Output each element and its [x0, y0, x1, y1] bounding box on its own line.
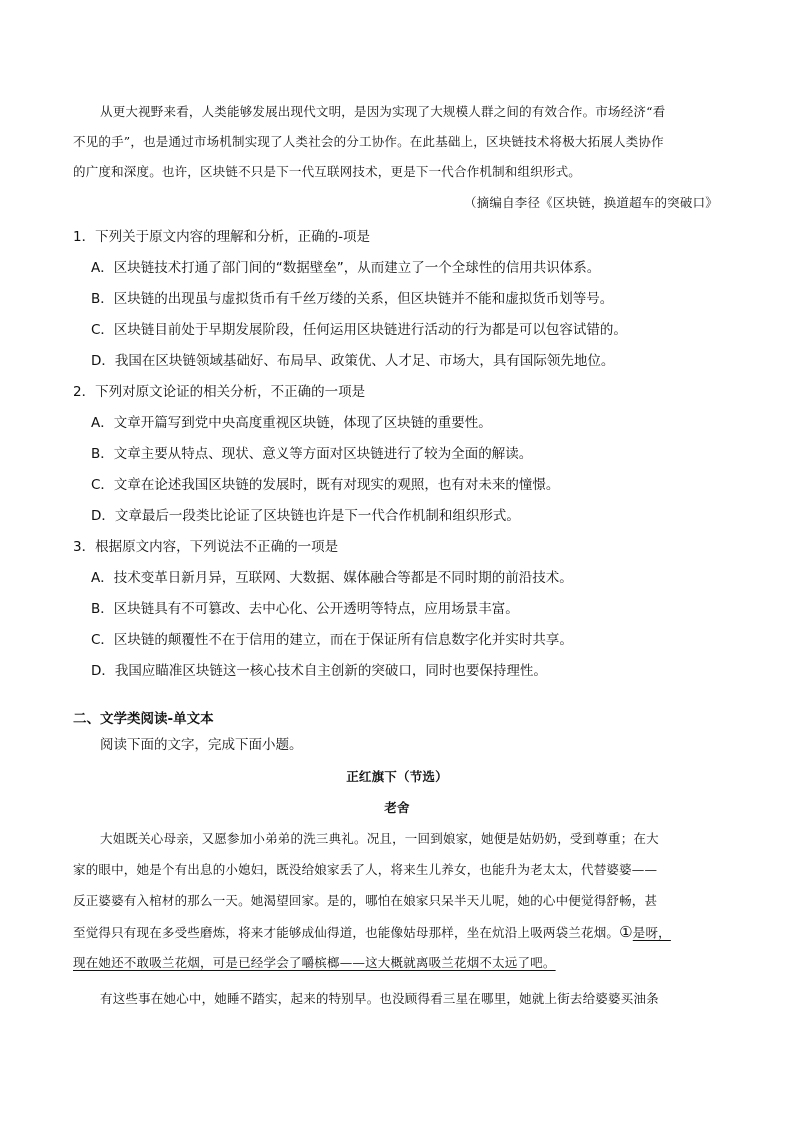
question-2-option-b: B．文章主要从特点、现状、意义等方面对区块链进行了较为全面的解读。 [91, 446, 533, 462]
question-3-option-b: B．区块链具有不可篡改、去中心化、公开透明等特点，应用场景丰富。 [91, 601, 519, 617]
question-1-option-b: B．区块链的出现虽与虚拟货币有千丝万缕的关系，但区块链并不能和虚拟货币划等号。 [91, 291, 614, 307]
story-line-2: 家的眼中，她是个有出息的小媳妇，既没给娘家丢了人，将来生儿养女，也能升为老太太，代替婆婆—— [73, 862, 658, 877]
question-1-option-c: C．区块链目前处于早期发展阶段，任何运用区块链进行活动的行为都是可以包容试错的。 [91, 322, 627, 338]
question-3-option-d: D．我国应瞄准区块链这一核心技术自主创新的突破口，同时也要保持理性。 [91, 663, 547, 679]
question-3-option-c: C．区块链的颠覆性不在于信用的建立，而在于保证所有信息数字化并实时共享。 [91, 632, 573, 648]
story-line-1: 大姐既关心母亲，又愿参加小弟弟的洗三典礼。况且，一回到娘家，她便是姑奶奶，受到尊重；在大 [100, 831, 659, 846]
underlined-sentence-end: 现在她还不敢吸兰花烟，可是已经学会了嚼槟榔——这大概就离吸兰花烟不太远了吧。 [73, 955, 556, 970]
question-2-option-a: A．文章开篇写到党中央高度重视区块链，体现了区块链的重要性。 [91, 415, 492, 431]
passage-line-1: 从更大视野来看，人类能够发展出现代文明，是因为实现了大规模人群之间的有效合作。市场经济“看 [100, 104, 666, 119]
passage-source: （摘编自李径《区块链，换道超车的突破口》 [463, 195, 718, 210]
story-line-4-text: 至觉得只有现在多受些磨炼，将来才能够成仙得道，也能像姑母那样，坐在炕沿上吸两袋兰花烟。 [73, 925, 620, 940]
story-line-4 [73, 923, 671, 942]
passage-line-3: 的广度和深度。也许，区块链不只是下一代互联网技术，更是下一代合作机制和组织形式。 [73, 164, 582, 179]
passage-line-2: 不见的手”，也是通过市场机制实现了人类社会的分工协作。在此基础上，区块链技术将极大拓展人类协作 [73, 134, 664, 149]
story-title: 正红旗下（节选） [346, 769, 448, 784]
question-1-option-a: A．区块链技术打通了部门间的“数据壁垒”，从而建立了一个全球性的信用共识体系。 [91, 260, 601, 276]
section-2-heading: 二、文学类阅读-单文本 [73, 711, 214, 727]
underlined-sentence-start: 是呀， [632, 925, 671, 940]
question-3-option-a: A．技术变革日新月异，互联网、大数据、媒体融合等都是不同时期的前沿技术。 [91, 570, 573, 586]
story-line-6: 有这些事在她心中，她睡不踏实，起来的特别早。也没顾得看三星在哪里，她就上街去给婆婆买油条 [100, 991, 659, 1006]
question-1-option-d: D．我国在区块链领域基础好、布局早、政策优、人才足、市场大，具有国际领先地位。 [91, 353, 615, 369]
question-2-option-c: C．文章在论述我国区块链的发展时，既有对现实的观照，也有对未来的憧憬。 [91, 477, 560, 493]
question-1-stem: 1．下列关于原文内容的理解和分析，正确的-项是 [73, 229, 370, 245]
question-2-stem: 2．下列对原文论证的相关分析，不正确的一项是 [73, 384, 366, 400]
annotation-marker: ① [619, 923, 633, 941]
section-2-instruction: 阅读下面的文字，完成下面小题。 [100, 737, 303, 753]
question-2-option-d: D．文章最后一段类比论证了区块链也许是下一代合作机制和组织形式。 [91, 508, 520, 524]
question-3-stem: 3．根据原文内容，下列说法不正确的一项是 [73, 539, 339, 555]
story-line-3: 反正婆婆有入棺材的那么一天。她渴望回家。是的，哪怕在娘家只呆半天儿呢，她的心中便觉得舒畅，甚 [73, 893, 658, 908]
story-author: 老舍 [384, 800, 410, 815]
